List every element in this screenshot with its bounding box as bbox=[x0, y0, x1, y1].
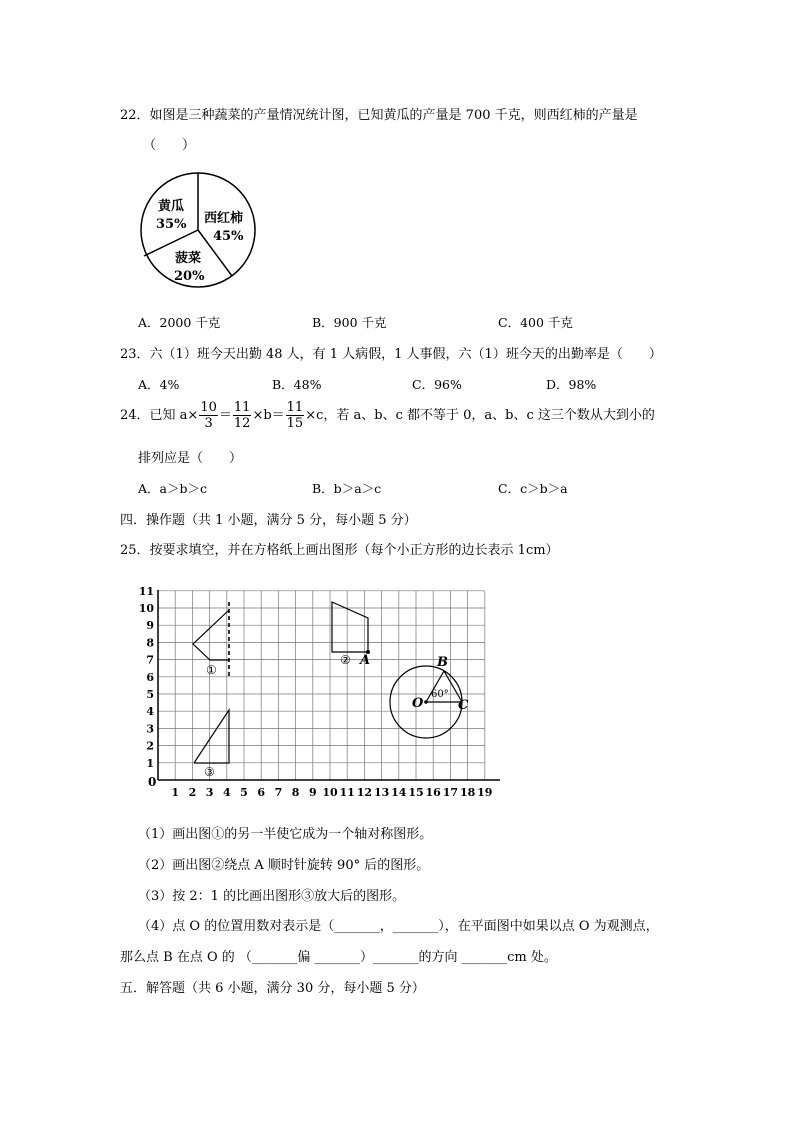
q23-option-a[interactable]: A．4% bbox=[138, 377, 180, 392]
figure-1-shape bbox=[193, 610, 229, 660]
y-tick-label: 1 bbox=[146, 756, 154, 770]
x-tick-label: 1 bbox=[171, 786, 180, 799]
figure-1-label: ① bbox=[206, 663, 217, 677]
q24-fraction-2: $\frac{11}{12}$ bbox=[233, 400, 251, 431]
x-tick-label: 17 bbox=[442, 786, 459, 799]
q23-option-c[interactable]: C．96% bbox=[412, 377, 462, 392]
x-tick-label: 16 bbox=[425, 786, 441, 799]
section-5-heading: 五．解答题（共 6 小题，满分 30 分，每小题 5 分） bbox=[120, 981, 425, 996]
q24-line2: 排列应是（ ） bbox=[138, 451, 243, 466]
x-tick-label: 5 bbox=[240, 786, 248, 799]
q25-sub2: （2）画出图②绕点 A 顺时针旋转 90° 后的图形。 bbox=[138, 858, 430, 873]
q24-stem: 24．已知 a× $\frac{10}{3}$ ＝ $\frac{11}{12}$ ×b＝ $\frac{11}{15}$ ×c，若 a、b、c 都不等于 0，a、b、c 这三个数从大到小的 bbox=[120, 400, 655, 431]
origin-label: 0 bbox=[148, 775, 157, 789]
figure-2-shape bbox=[332, 602, 368, 652]
point-O-label: O bbox=[412, 696, 424, 711]
x-tick-label: 8 bbox=[291, 786, 300, 799]
q22-blank: （ ） bbox=[143, 138, 196, 153]
pie-label-tomato: 西红柿 bbox=[204, 211, 244, 226]
pie-pct-tomato: 45% bbox=[213, 229, 244, 244]
q22-option-a[interactable]: A．2000 千克 bbox=[138, 315, 221, 330]
q25-sub4-line1: （4）点 O 的位置用数对表示是（_______，_______），在平面图中如果以点 O 为观测点， bbox=[138, 919, 659, 934]
x-tick-label: 7 bbox=[274, 786, 283, 799]
pie-pct-cucumber: 35% bbox=[156, 217, 187, 232]
pie-label-cucumber: 黄瓜 bbox=[158, 199, 185, 214]
point-B-label: B bbox=[437, 655, 448, 670]
figure-2-label: ② bbox=[340, 653, 351, 667]
y-tick-label: 9 bbox=[146, 619, 154, 633]
y-tick-label: 3 bbox=[146, 722, 154, 736]
y-tick-label: 7 bbox=[146, 653, 154, 667]
q25-stem: 25．按要求填空，并在方格纸上画出图形（每个小正方形的边长表示 1cm） bbox=[120, 543, 559, 558]
figure-3-shape bbox=[194, 710, 229, 763]
q24-option-c[interactable]: C．c＞b＞a bbox=[498, 481, 568, 496]
x-tick-label: 11 bbox=[339, 786, 355, 799]
q22-option-b[interactable]: B．900 千克 bbox=[312, 315, 387, 330]
x-tick-label: 15 bbox=[408, 786, 424, 799]
figure-3-label: ③ bbox=[204, 765, 215, 779]
q22-pie-chart bbox=[138, 168, 264, 294]
section-4-heading: 四．操作题（共 1 小题，满分 5 分，每小题 5 分） bbox=[120, 513, 417, 528]
x-tick-label: 18 bbox=[459, 786, 476, 799]
x-tick-label: 14 bbox=[391, 786, 407, 799]
y-tick-label: 6 bbox=[146, 670, 154, 684]
q23-option-b[interactable]: B．48% bbox=[272, 377, 322, 392]
q24-option-a[interactable]: A．a＞b＞c bbox=[138, 481, 207, 496]
y-tick-label: 8 bbox=[146, 636, 154, 650]
pie-label-spinach: 菠菜 bbox=[175, 251, 202, 266]
y-tick-label: 11 bbox=[138, 584, 154, 598]
x-tick-label: 6 bbox=[257, 786, 266, 799]
q23-stem: 23．六（1）班今天出勤 48 人，有 1 人病假，1 人事假，六（1）班今天的出勤率是（ ） bbox=[120, 347, 662, 362]
point-A-label: A bbox=[360, 653, 371, 668]
q25-sub4-line2: 那么点 B 在点 O 的 （_______偏 _______）_______的方向 _______cm 处。 bbox=[120, 950, 557, 965]
q25-grid-figure bbox=[138, 582, 508, 804]
y-tick-label: 10 bbox=[138, 602, 154, 615]
y-tick-label: 4 bbox=[146, 705, 154, 719]
y-tick-label: 2 bbox=[146, 739, 154, 753]
x-tick-label: 19 bbox=[477, 786, 493, 799]
point-O-dot bbox=[424, 700, 428, 704]
x-tick-label: 13 bbox=[373, 786, 390, 799]
y-tick-label: 5 bbox=[146, 688, 154, 701]
x-tick-label: 3 bbox=[205, 786, 214, 799]
q24-fraction-3: $\frac{11}{15}$ bbox=[286, 400, 304, 431]
q24-fraction-1: $\frac{10}{3}$ bbox=[200, 400, 217, 431]
q24-stem-prefix: 24．已知 a× bbox=[120, 408, 199, 423]
q24-stem-suffix: ×c，若 a、b、c 都不等于 0，a、b、c 这三个数从大到小的 bbox=[305, 408, 655, 423]
x-tick-label: 9 bbox=[308, 786, 317, 799]
x-tick-label: 12 bbox=[356, 786, 373, 799]
pie-pct-spinach: 20% bbox=[174, 269, 205, 284]
point-C-label: C bbox=[458, 698, 469, 713]
q25-sub3: （3）按 2：1 的比画出图形③放大后的图形。 bbox=[138, 889, 406, 904]
angle-label: 60° bbox=[431, 689, 449, 700]
x-tick-label: 4 bbox=[222, 786, 231, 799]
q24-option-b[interactable]: B．b＞a＞c bbox=[312, 481, 382, 496]
q23-option-d[interactable]: D．98% bbox=[546, 377, 597, 392]
x-tick-label: 10 bbox=[322, 786, 338, 799]
x-tick-label: 2 bbox=[188, 786, 197, 799]
q22-option-c[interactable]: C．400 千克 bbox=[498, 315, 573, 330]
q22-stem: 22．如图是三种蔬菜的产量情况统计图，已知黄瓜的产量是 700 千克，则西红柿的产量是 bbox=[120, 108, 638, 123]
q25-sub1: （1）画出图①的另一半使它成为一个轴对称图形。 bbox=[138, 827, 433, 842]
